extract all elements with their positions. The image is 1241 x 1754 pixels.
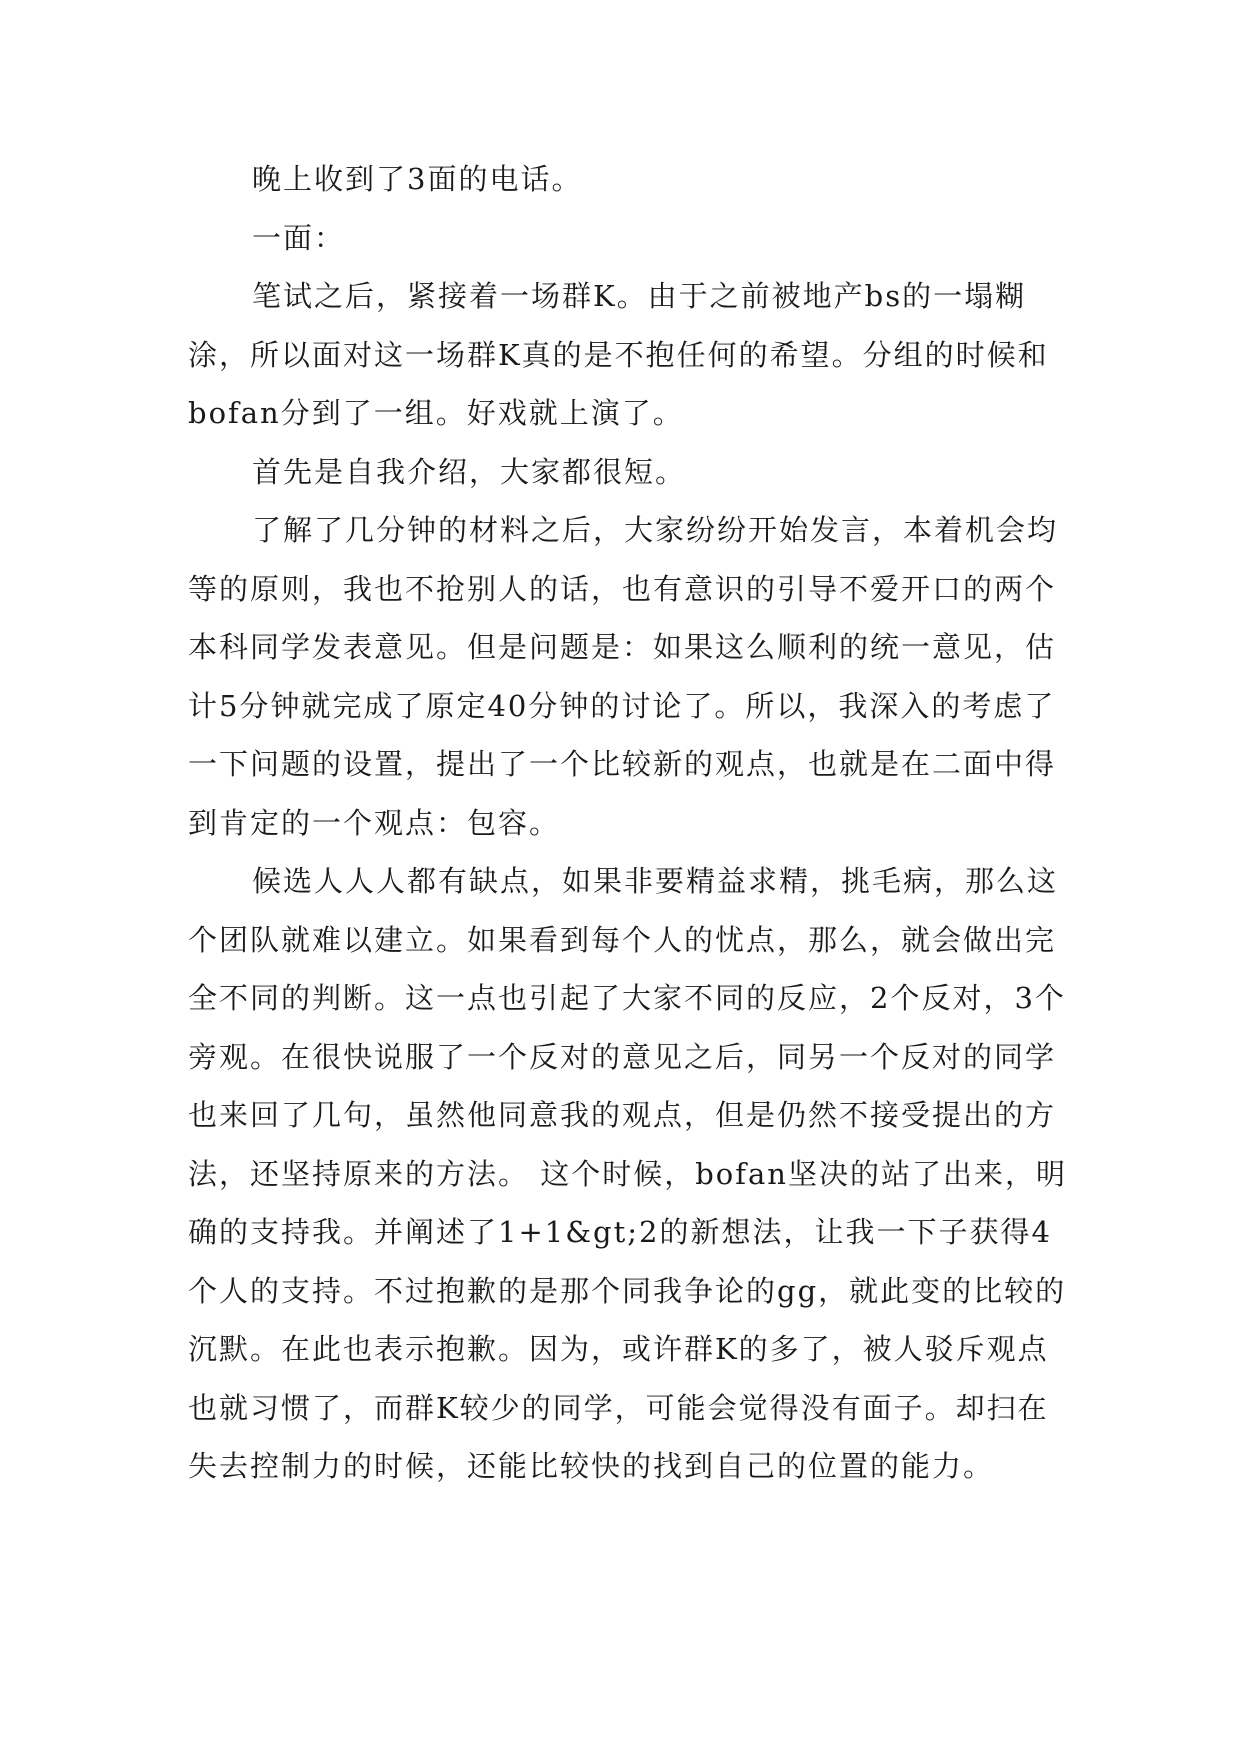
paragraph-discussion-process: 了解了几分钟的材料之后，大家纷纷开始发言，本着机会均等的原则，我也不抢别人的话，也有意识的引导不爱开口的两个本科同学发表意见。但是问题是：如果这么顺利的统一意见，估计5分钟就完成了原定40分钟的讨论了。所以，我深入的考虑了一下问题的设置，提出了一个比较新的观点，也就是在二面中得到肯定的一个观点：包容。 bbox=[188, 513, 1059, 840]
paragraph-first-interview-heading: 一面： bbox=[252, 220, 346, 255]
paragraph-group-discussion-intro: 笔试之后，紧接着一场群K。由于之前被地产bs的一塌糊涂，所以面对这一场群K真的是不抱任何的希望。分组的时候和bofan分到了一组。好戏就上演了。 bbox=[188, 279, 1049, 430]
paragraph-self-introduction: 首先是自我介绍，大家都很短。 bbox=[252, 454, 687, 489]
paragraph-tolerance-viewpoint: 候选人人人都有缺点，如果非要精益求精，挑毛病，那么这个团队就难以建立。如果看到每个人的忧点，那么，就会做出完全不同的判断。这一点也引起了大家不同的反应，2个反对，3个旁观。在很快说服了一个反对的意见之后，同另一个反对的同学也来回了几句，虽然他同意我的观点，但是仍然不接受提出的方法，还坚持原来的方法。 这个时候，bofan坚决的站了出来，明确的支持我。并阐述了1+1&gt;2的新想法，让我一下子获得4个人的支持。不过抱歉的是那个同我争论的gg，就此变的比较的沉默。在此也表示抱歉。因为，或许群K的多了，被人驳斥观点也就习惯了，而群K较少的同学，可能会觉得没有面子。却扫在失去控制力的时候，还能比较快的找到自己的位置的能力。 bbox=[188, 864, 1067, 1483]
document-body bbox=[188, 150, 1068, 1496]
paragraph-phone-call: 晚上收到了3面的电话。 bbox=[252, 162, 583, 196]
